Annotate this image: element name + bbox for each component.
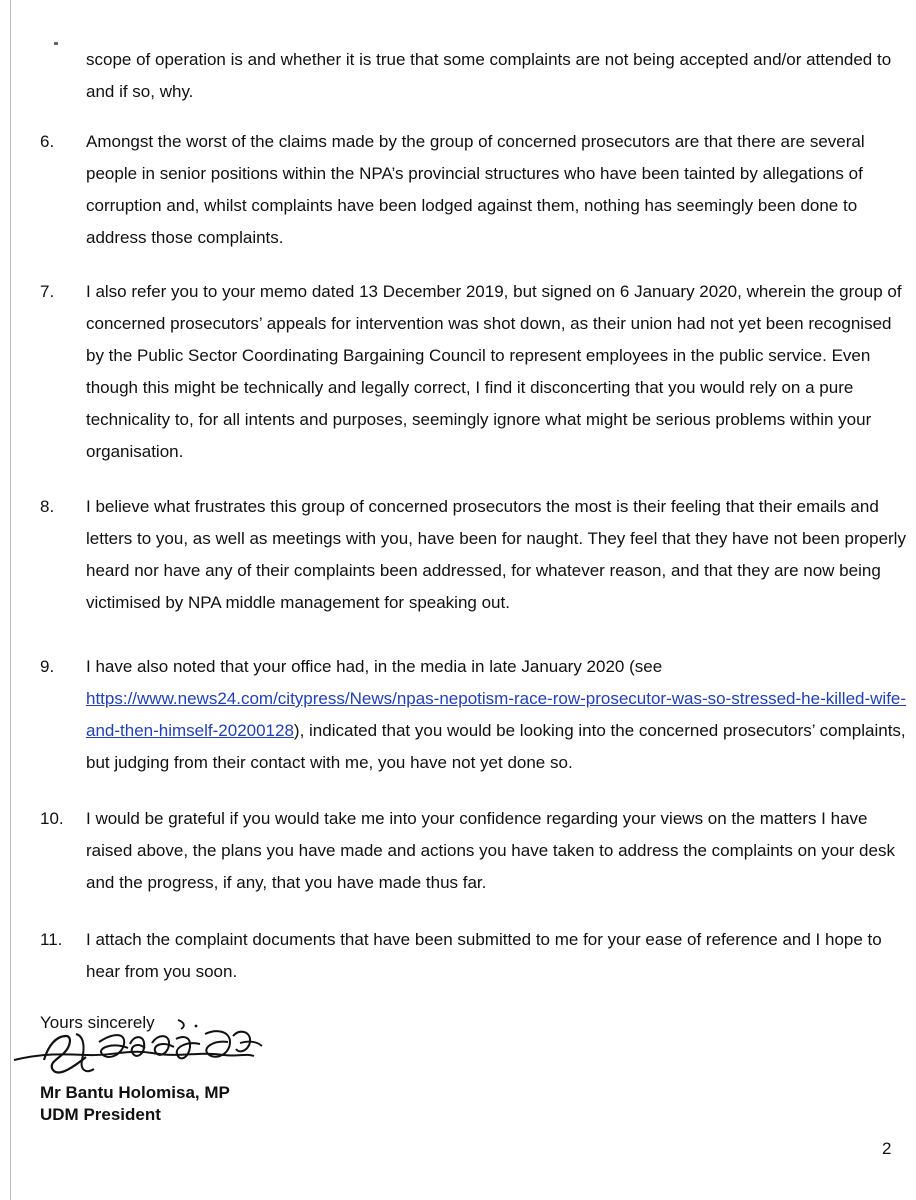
signatory-block xyxy=(40,1082,230,1126)
paragraph-number: 9. xyxy=(40,657,55,676)
page-number: 2 xyxy=(882,1139,892,1158)
paragraph-text-before-link: I have also noted that your office had, in the media in late January 2020 (see xyxy=(86,657,663,676)
paragraph-11 xyxy=(40,924,910,988)
news24-article-link[interactable]: https://www.news24.com/citypress/News/npas-nepotism-race-row-prosecutor-was-so-stressed-he-killed-wife-and-then-himself-20200128 xyxy=(86,689,907,740)
paragraph-number: 6. xyxy=(40,132,55,151)
paragraph-number: 11. xyxy=(40,930,63,949)
handwritten-signature xyxy=(10,1018,270,1090)
paragraph-text: I also refer you to your memo dated 13 December 2019, but signed on 6 January 2020, wherein the group of concerned prosecutors’ appeals for intervention was shot down, as their union had not yet been recognised by the Public Sector Coordinating Bargaining Council to represent employees in the public service. Even though this might be technically and legally correct, I find it disconcerting that you would rely on a pure technicality to, for all intents and purposes, seemingly ignore what might be serious problems within your organisation. xyxy=(86,282,902,461)
paragraph-number: 10. xyxy=(40,809,64,828)
paragraph-text-after-link: ), indicated that you would be looking into the concerned prosecutors’ complaints, but judging from their contact with me, you have not yet done so. xyxy=(86,721,906,772)
paragraph-text: Amongst the worst of the claims made by the group of concerned prosecutors are that there are several people in senior positions within the NPA’s provincial structures who have been tainted by allegations of corruption and, whilst complaints have been lodged against them, nothing has seemingly been done to address those complaints. xyxy=(86,132,865,247)
closing-salutation: Yours sincerely xyxy=(40,1013,155,1032)
paragraph-number: 7. xyxy=(40,282,55,301)
paragraph-7 xyxy=(40,276,910,468)
paragraph-10 xyxy=(40,803,910,899)
paragraph-8 xyxy=(40,491,910,619)
paragraph-text: I believe what frustrates this group of concerned prosecutors the most is their feeling that their emails and letters to you, as well as meetings with you, have been for naught. They feel that they have not been properly heard nor have any of their complaints been addressed, for whatever reason, and that they are now being victimised by NPA middle management for speaking out. xyxy=(86,497,906,612)
signatory-title: UDM President xyxy=(40,1105,161,1124)
paragraph-9 xyxy=(40,651,910,779)
continuation-paragraph xyxy=(40,44,910,108)
paragraph-text: I would be grateful if you would take me into your confidence regarding your views on the matters I have raised above, the plans you have made and actions you have taken to address the complaints on your desk and the progress, if any, that you have made thus far. xyxy=(86,809,895,892)
paragraph-text: I attach the complaint documents that have been submitted to me for your ease of reference and I hope to hear from you soon. xyxy=(86,930,882,981)
paragraph-number: 8. xyxy=(40,497,55,516)
signatory-name: Mr Bantu Holomisa, MP xyxy=(40,1083,230,1102)
paragraph-text xyxy=(86,651,910,779)
continuation-text: scope of operation is and whether it is true that some complaints are not being accepted and/or attended to and if so, why. xyxy=(86,50,892,101)
paragraph-6 xyxy=(40,126,910,254)
